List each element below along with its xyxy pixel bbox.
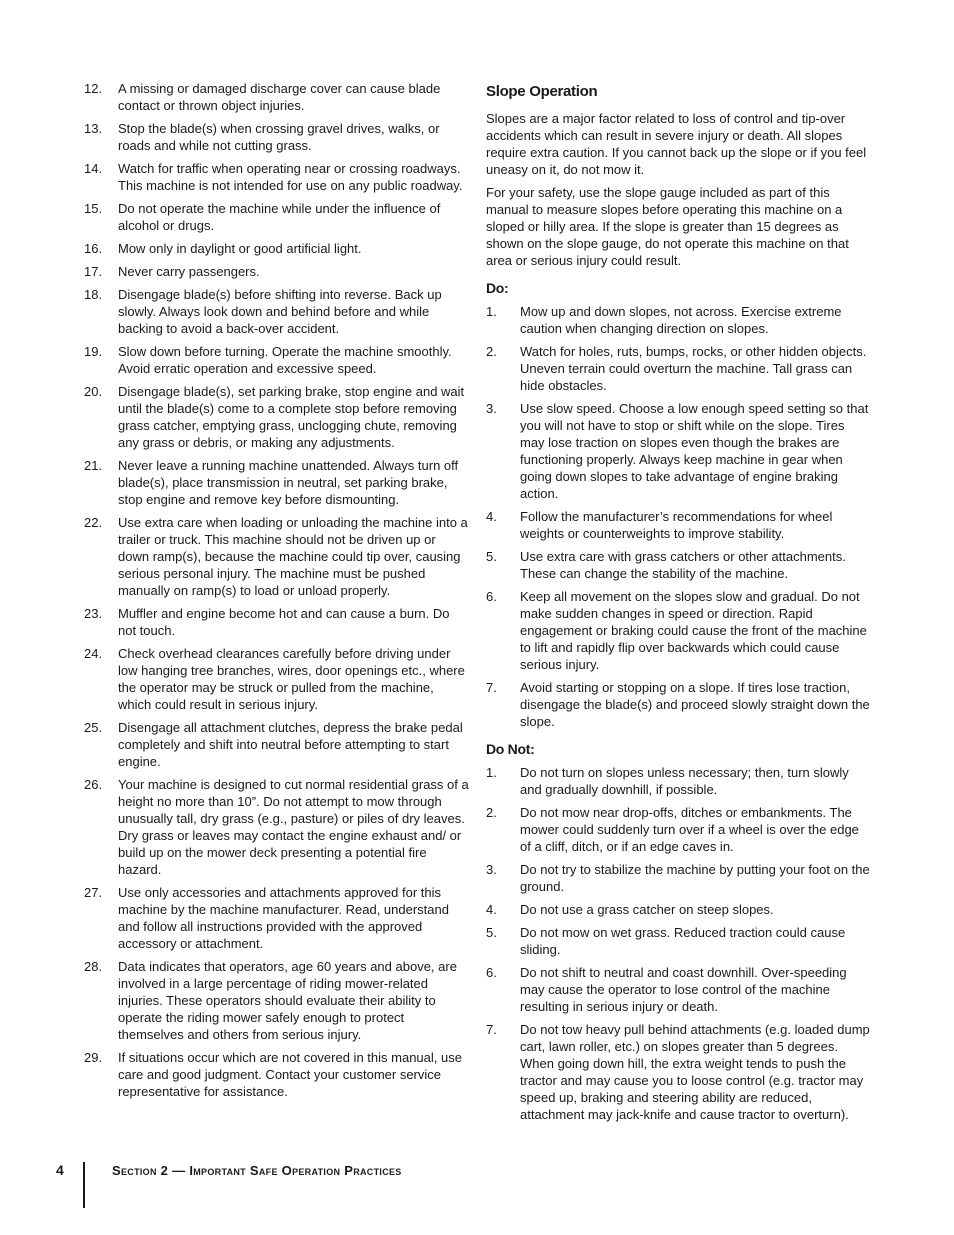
list-item bbox=[84, 457, 470, 508]
left-column bbox=[84, 80, 470, 1106]
list-item bbox=[486, 588, 870, 673]
list-item bbox=[84, 719, 470, 770]
list-item bbox=[84, 343, 470, 377]
slope-operation-heading: Slope Operation bbox=[486, 83, 598, 100]
list-item bbox=[84, 263, 470, 280]
list-item-number: 21. bbox=[84, 458, 103, 473]
list-item-number: 1. bbox=[486, 765, 497, 780]
list-item-text: Do not shift to neutral and coast downhill. Over-speeding may cause the operator to lose control of the machine resulting in serious injury or death. bbox=[520, 965, 847, 1014]
list-item-text: Do not tow heavy pull behind attachments (e.g. loaded dump cart, lawn roller, etc.) on slopes greater than 5 degrees. When going down hill, the extra weight tends to push the tractor and may cause you to loose control (e.g. tractor may speed up, braking and steering ability are reduced, attachment may jack-knife and cause tractor to overturn). bbox=[520, 1022, 870, 1122]
list-item-number: 19. bbox=[84, 344, 103, 359]
list-item-text: Do not mow on wet grass. Reduced traction could cause sliding. bbox=[520, 925, 846, 957]
footer-divider bbox=[83, 1162, 85, 1208]
list-item-number: 5. bbox=[486, 549, 497, 564]
list-item-text: Use slow speed. Choose a low enough speed setting so that you will not have to stop or shift while on the slope. Tires may lose traction on slopes even though the brakes are functioning properly. Always keep machine in gear when going down slopes to take advantage of engine braking action. bbox=[520, 401, 869, 501]
list-item-number: 27. bbox=[84, 885, 103, 900]
list-item-number: 3. bbox=[486, 862, 497, 877]
list-item-text: If situations occur which are not covered in this manual, use care and good judgment. Contact your customer service representative for assistance. bbox=[118, 1050, 462, 1099]
list-item bbox=[84, 80, 470, 114]
list-item-text: Muffler and engine become hot and can cause a burn. Do not touch. bbox=[118, 606, 450, 638]
list-item bbox=[84, 1049, 470, 1100]
list-item-text: Do not try to stabilize the machine by putting your foot on the ground. bbox=[520, 862, 870, 894]
slope-gauge-paragraph: For your safety, use the slope gauge included as part of this manual to measure slopes before operating this machine on a sloped or hilly area. If the slope is greater than 15 degrees as shown on the slope gauge, do not operate this machine on that area or serious injury could result. bbox=[486, 185, 849, 268]
list-item-text: Never carry passengers. bbox=[118, 264, 260, 279]
list-item-text: Stop the blade(s) when crossing gravel drives, walks, or roads and while not cutting grass. bbox=[118, 121, 440, 153]
list-item-text: Check overhead clearances carefully before driving under low hanging tree branches, wires, door openings etc., where the operator may be struck or pulled from the machine, which could result in serious injury. bbox=[118, 646, 465, 712]
list-item-text: Use extra care with grass catchers or other attachments. These can change the stability of the machine. bbox=[520, 549, 846, 581]
list-item-number: 1. bbox=[486, 304, 497, 319]
list-item bbox=[486, 861, 870, 895]
list-item bbox=[84, 514, 470, 599]
page-footer bbox=[56, 1160, 656, 1208]
slope-intro-paragraph: Slopes are a major factor related to loss of control and tip-over accidents which can result in severe injury or death. All slopes require extra caution. If you cannot back up the slope or if you feel uneasy on it, do not mow it. bbox=[486, 111, 867, 177]
list-item bbox=[84, 645, 470, 713]
section-title: Section 2 — Important Safe Operation Practices bbox=[112, 1163, 402, 1178]
list-item bbox=[486, 679, 870, 730]
do-heading: Do: bbox=[486, 280, 509, 296]
safety-list-continued bbox=[84, 80, 470, 1100]
list-item bbox=[486, 764, 870, 798]
list-item bbox=[84, 605, 470, 639]
list-item-number: 7. bbox=[486, 1022, 497, 1037]
list-item bbox=[486, 548, 870, 582]
list-item-number: 26. bbox=[84, 777, 103, 792]
list-item-text: Disengage blade(s) before shifting into reverse. Back up slowly. Always look down and behind before and while backing to avoid a back-over accident. bbox=[118, 287, 442, 336]
list-item bbox=[486, 964, 870, 1015]
list-item-number: 5. bbox=[486, 925, 497, 940]
list-item-number: 2. bbox=[486, 805, 497, 820]
list-item bbox=[486, 303, 870, 337]
list-item-number: 29. bbox=[84, 1050, 103, 1065]
list-item-number: 18. bbox=[84, 287, 103, 302]
list-item-number: 15. bbox=[84, 201, 103, 216]
list-item bbox=[84, 776, 470, 878]
list-item-text: Disengage blade(s), set parking brake, stop engine and wait until the blade(s) come to a complete stop before removing grass catcher, emptying grass, unclogging chute, removing any grass or debris, or making any adjustments. bbox=[118, 384, 465, 450]
do-not-heading: Do Not: bbox=[486, 741, 535, 757]
list-item bbox=[84, 286, 470, 337]
list-item bbox=[486, 804, 870, 855]
list-item bbox=[84, 240, 470, 257]
list-item bbox=[486, 343, 870, 394]
list-item bbox=[486, 901, 870, 918]
list-item-number: 3. bbox=[486, 401, 497, 416]
list-item-text: Do not mow near drop-offs, ditches or embankments. The mower could suddenly turn over if a wheel is over the edge of a cliff, ditch, or if an edge caves in. bbox=[520, 805, 859, 854]
list-item-number: 20. bbox=[84, 384, 103, 399]
list-item-number: 7. bbox=[486, 680, 497, 695]
list-item-text: Use only accessories and attachments approved for this machine by the machine manufacturer. Read, understand and follow all instructions provided with the approved accessory or attachment. bbox=[118, 885, 449, 951]
list-item-text: Do not operate the machine while under the influence of alcohol or drugs. bbox=[118, 201, 441, 233]
list-item-number: 6. bbox=[486, 589, 497, 604]
list-item-number: 6. bbox=[486, 965, 497, 980]
list-item-text: Do not turn on slopes unless necessary; then, turn slowly and gradually downhill, if possible. bbox=[520, 765, 849, 797]
list-item-number: 16. bbox=[84, 241, 103, 256]
list-item-text: Use extra care when loading or unloading the machine into a trailer or truck. This machine should not be driven up or down ramp(s), because the machine could tip over, causing serious personal injury. The machine must be pushed manually on ramp(s) to load or unload properly. bbox=[118, 515, 468, 598]
list-item-number: 23. bbox=[84, 606, 103, 621]
list-item-number: 28. bbox=[84, 959, 103, 974]
list-item bbox=[486, 924, 870, 958]
list-item bbox=[84, 383, 470, 451]
list-item-text: A missing or damaged discharge cover can cause blade contact or thrown object injuries. bbox=[118, 81, 441, 113]
list-item-text: Never leave a running machine unattended. Always turn off blade(s), place transmission in neutral, set parking brake, stop engine and remove key before dismounting. bbox=[118, 458, 459, 507]
list-item-text: Slow down before turning. Operate the machine smoothly. Avoid erratic operation and excessive speed. bbox=[118, 344, 452, 376]
list-item-number: 25. bbox=[84, 720, 103, 735]
list-item-number: 14. bbox=[84, 161, 103, 176]
list-item-text: Do not use a grass catcher on steep slopes. bbox=[520, 902, 774, 917]
do-list bbox=[486, 303, 870, 730]
list-item-text: Your machine is designed to cut normal residential grass of a height no more than 10”. Do not attempt to mow through unusually tall, dry grass (e.g., pasture) or piles of dry leaves. Dry grass or leaves may contact the engine exhaust and/ or build up on the mower deck presenting a potential fire hazard. bbox=[118, 777, 469, 877]
list-item-number: 13. bbox=[84, 121, 103, 136]
list-item bbox=[486, 400, 870, 502]
list-item-number: 22. bbox=[84, 515, 103, 530]
list-item-text: Watch for holes, ruts, bumps, rocks, or other hidden objects. Uneven terrain could overturn the machine. Tall grass can hide obstacles. bbox=[520, 344, 867, 393]
list-item-number: 17. bbox=[84, 264, 103, 279]
list-item bbox=[84, 958, 470, 1043]
list-item-number: 12. bbox=[84, 81, 103, 96]
list-item-text: Mow only in daylight or good artificial light. bbox=[118, 241, 362, 256]
list-item-number: 4. bbox=[486, 509, 497, 524]
list-item-text: Follow the manufacturer’s recommendations for wheel weights or counterweights to improve stability. bbox=[520, 509, 833, 541]
list-item-text: Data indicates that operators, age 60 years and above, are involved in a large percentage of riding mower-related injuries. These operators should evaluate their ability to operate the riding mower safely enough to protect themselves and others from serious injury. bbox=[118, 959, 457, 1042]
list-item-text: Keep all movement on the slopes slow and gradual. Do not make sudden changes in speed or direction. Rapid engagement or braking could cause the front of the machine to lift and rapidly flip over backwards which could cause serious injury. bbox=[520, 589, 867, 672]
list-item-number: 2. bbox=[486, 344, 497, 359]
list-item bbox=[84, 884, 470, 952]
right-column bbox=[486, 82, 870, 1129]
list-item bbox=[84, 160, 470, 194]
do-not-list bbox=[486, 764, 870, 1123]
list-item-text: Avoid starting or stopping on a slope. If tires lose traction, disengage the blade(s) and proceed slowly straight down the slope. bbox=[520, 680, 870, 729]
page-number: 4 bbox=[56, 1162, 64, 1178]
list-item-text: Watch for traffic when operating near or crossing roadways. This machine is not intended for use on any public roadway. bbox=[118, 161, 463, 193]
list-item bbox=[84, 200, 470, 234]
list-item-text: Mow up and down slopes, not across. Exercise extreme caution when changing direction on slopes. bbox=[520, 304, 842, 336]
list-item-number: 4. bbox=[486, 902, 497, 917]
list-item bbox=[84, 120, 470, 154]
list-item-number: 24. bbox=[84, 646, 103, 661]
list-item-text: Disengage all attachment clutches, depress the brake pedal completely and shift into neutral before attempting to start engine. bbox=[118, 720, 463, 769]
list-item bbox=[486, 1021, 870, 1123]
list-item bbox=[486, 508, 870, 542]
